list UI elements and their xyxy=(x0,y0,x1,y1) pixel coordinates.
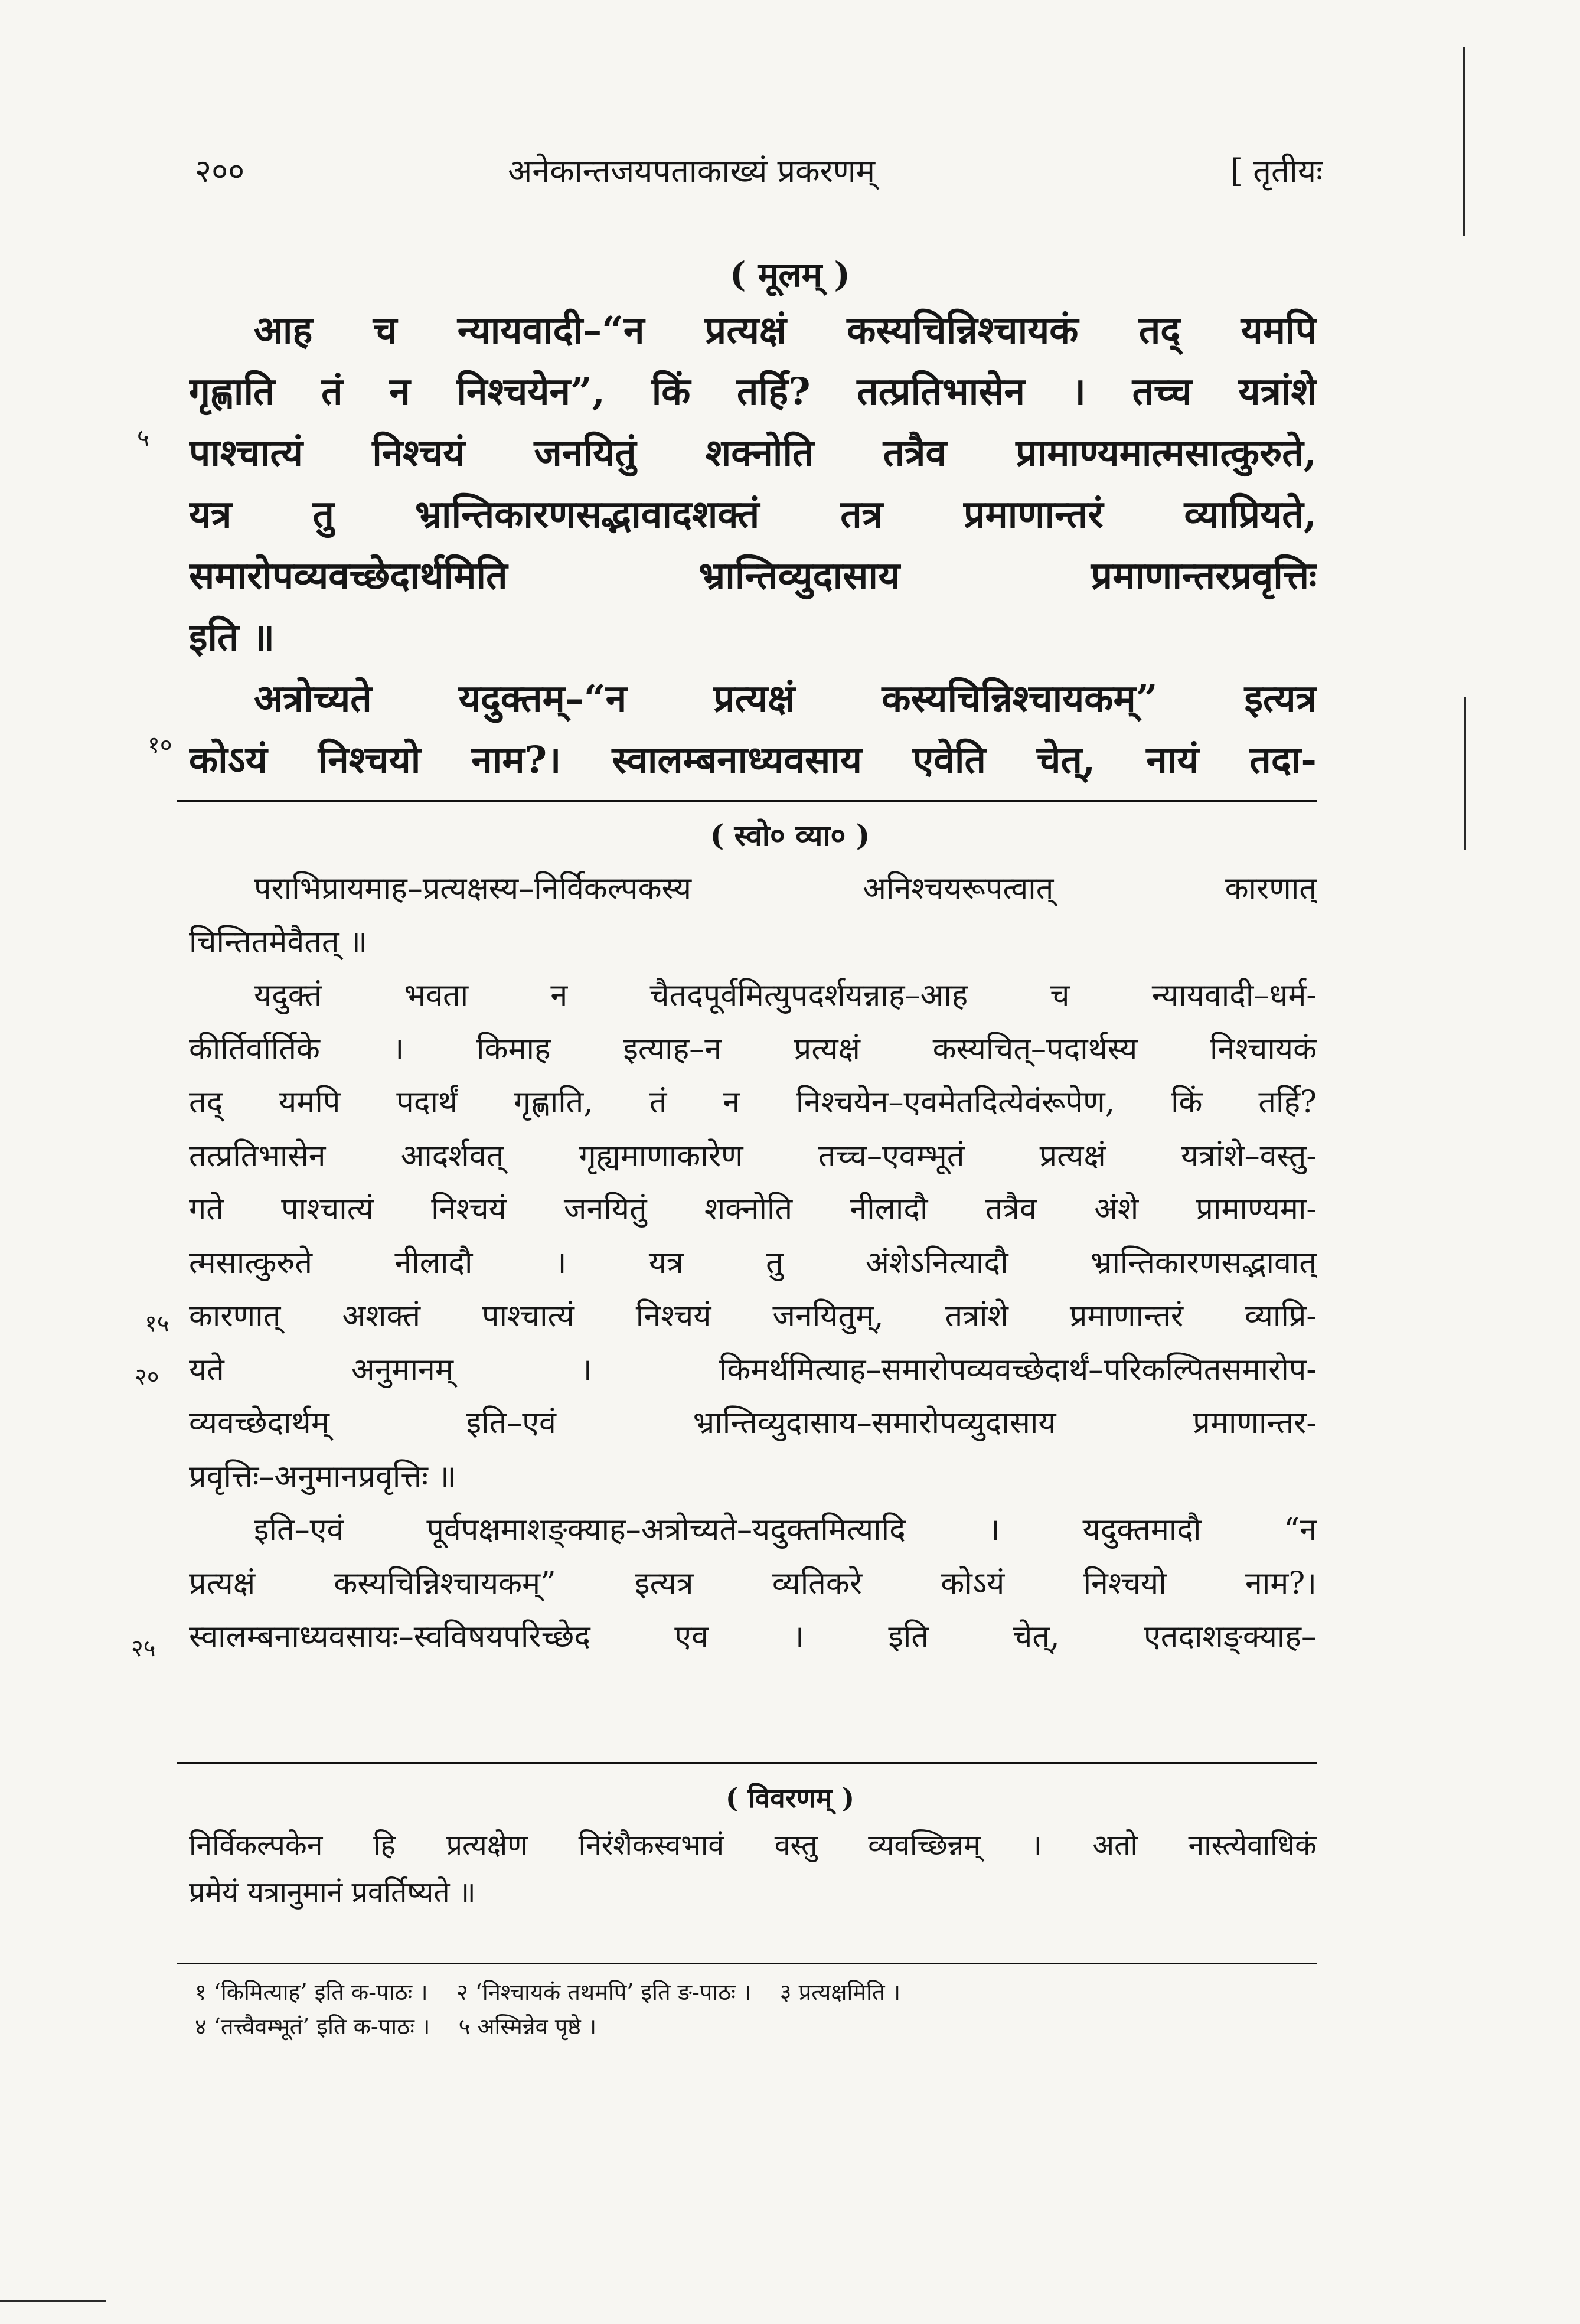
commentary-line: त्मसात्कुरुते नीलादौ । यत्र तु अंशेऽनित्यादौ भ्रान्तिकारणसद्भावात् xyxy=(189,1245,1317,1281)
mulam-line: पाश्चात्यं निश्चयं जनयितुं शक्नोति तत्रैव प्रामाण्यमात्मसात्कुरुते, xyxy=(189,431,1317,475)
section-rule xyxy=(177,1762,1317,1764)
mulam-line: गृह्णाति तं न निश्चयेन”, किं तर्हि? तत्प्रतिभासेन । तच्च यत्रांशे xyxy=(189,370,1317,414)
commentary-line: तत्प्रतिभासेन आदर्शवत् गृह्यमाणाकारेण तच्च–एवम्भूतं प्रत्यक्षं यत्रांशे–वस्तु- xyxy=(189,1138,1317,1174)
commentary-text xyxy=(189,862,1317,1664)
section-marker: [ तृतीयः xyxy=(1230,152,1323,190)
mulam-heading: ( मूलम् ) xyxy=(730,254,850,295)
scan-artifact xyxy=(0,2300,106,2302)
commentary-heading: ( स्वो० व्या० ) xyxy=(710,818,870,853)
commentary-line: स्वालम्बनाध्यवसायः–स्वविषयपरिच्छेद एव । इति चेत्, एतदाशङ्क्याह– xyxy=(189,1619,1317,1654)
commentary-line: यते अनुमानम् । किमर्थमित्याह–समारोपव्यवच्छेदार्थं–परिकल्पितसमारोप- xyxy=(189,1352,1317,1388)
scan-artifact xyxy=(1464,697,1466,850)
footnote-line: १ ‘किमित्याह’ इति क-पाठः । २ ‘निश्चायकं तथमपि’ इति ङ-पाठः । ३ प्रत्यक्षमिति । xyxy=(195,1979,901,2005)
vivaranam-line: प्रमेयं यत्रानुमानं प्रवर्तिष्यते ॥ xyxy=(189,1876,476,1909)
commentary-line: इति–एवं पूर्वपक्षमाशङ्क्याह–अत्रोच्यते–यदुक्तमित्यादि । यदुक्तमादौ “न xyxy=(254,1512,1317,1548)
mulam-line: यत्र तु भ्रान्तिकारणसद्भावादशक्तं तत्र प्रमाणान्तरं व्याप्रियते, xyxy=(189,492,1317,537)
running-header xyxy=(195,142,1323,207)
mulam-line: अत्रोच्यते यदुक्तम्–“न प्रत्यक्षं कस्यचिन्निश्चायकम्” इत्यत्र xyxy=(254,677,1317,721)
commentary-line: पराभिप्रायमाह–प्रत्यक्षस्य–निर्विकल्पकस्य अनिश्चयरूपत्वात् कारणात् xyxy=(254,871,1317,906)
page-number: २०० xyxy=(195,152,245,190)
mulam-line: कोऽयं निश्चयो नाम?। स्वालम्बनाध्यवसाय एवेति चेत्, नायं तदा- xyxy=(189,738,1317,782)
footnote-rule xyxy=(177,1963,1317,1964)
margin-line-number: १० xyxy=(148,732,172,759)
commentary-line: प्रवृत्तिः–अनुमानप्रवृत्तिः ॥ xyxy=(189,1458,456,1494)
commentary-line: यदुक्तं भवता न चैतदपूर्वमित्युपदर्शयन्नाह–आह च न्यायवादी–धर्म- xyxy=(254,978,1317,1013)
commentary-line: चिन्तितमेवैतत् ॥ xyxy=(189,924,368,960)
vivaranam-text xyxy=(189,1822,1317,1916)
mulam-line: आह च न्यायवादी–“न प्रत्यक्षं कस्यचिन्निश्चायकं तद् यमपि xyxy=(254,308,1317,352)
margin-line-number: १५ xyxy=(145,1310,169,1337)
commentary-line: व्यवच्छेदार्थम् इति–एवं भ्रान्तिव्युदासाय–समारोपव्युदासाय प्रमाणान्तर- xyxy=(189,1405,1317,1441)
vivaranam-line: निर्विकल्पकेन हि प्रत्यक्षेण निरंशैकस्वभावं वस्तु व्यवच्छिन्नम् । अतो नास्त्येवाधिकं xyxy=(189,1829,1317,1862)
margin-line-number: २० xyxy=(135,1363,159,1391)
commentary-line: गते पाश्चात्यं निश्चयं जनयितुं शक्नोति नीलादौ तत्रैव अंशे प्रामाण्यमा- xyxy=(189,1192,1317,1227)
footnote-line: ४ ‘तत्त्वैवम्भूतं’ इति क-पाठः । ५ अस्मिन्नेव पृष्ठे । xyxy=(195,2013,597,2039)
mulam-text xyxy=(189,300,1317,791)
commentary-line: कारणात् अशक्तं पाश्चात्यं निश्चयं जनयितुम्, तत्रांशे प्रमाणान्तरं व्याप्रि- xyxy=(189,1298,1317,1334)
commentary-line: कीर्तिर्वार्तिके । किमाह इत्याह–न प्रत्यक्षं कस्यचित्–पदार्थस्य निश्चायकं xyxy=(189,1031,1317,1067)
mulam-line: समारोपव्यवच्छेदार्थमिति भ्रान्तिव्युदासाय प्रमाणान्तरप्रवृत्तिः xyxy=(189,554,1317,598)
book-title: अनेकान्तजयपताकाख्यं प्रकरणम् xyxy=(508,152,876,190)
footnotes xyxy=(195,1975,1317,2044)
commentary-line: प्रत्यक्षं कस्यचिन्निश्चायकम्” इत्यत्र व्यतिकरे कोऽयं निश्चयो नाम?। xyxy=(189,1565,1317,1601)
margin-line-number: ५ xyxy=(137,425,149,452)
section-rule xyxy=(177,800,1317,802)
margin-line-number: २५ xyxy=(131,1635,156,1662)
commentary-line: तद् यमपि पदार्थं गृह्णाति, तं न निश्चयेन–एवमेतदित्येवंरूपेण, किं तर्हि? xyxy=(189,1085,1317,1120)
mulam-line: इति ॥ xyxy=(189,615,275,660)
vivaranam-heading: ( विवरणम् ) xyxy=(725,1782,855,1814)
scan-artifact xyxy=(1463,47,1465,236)
